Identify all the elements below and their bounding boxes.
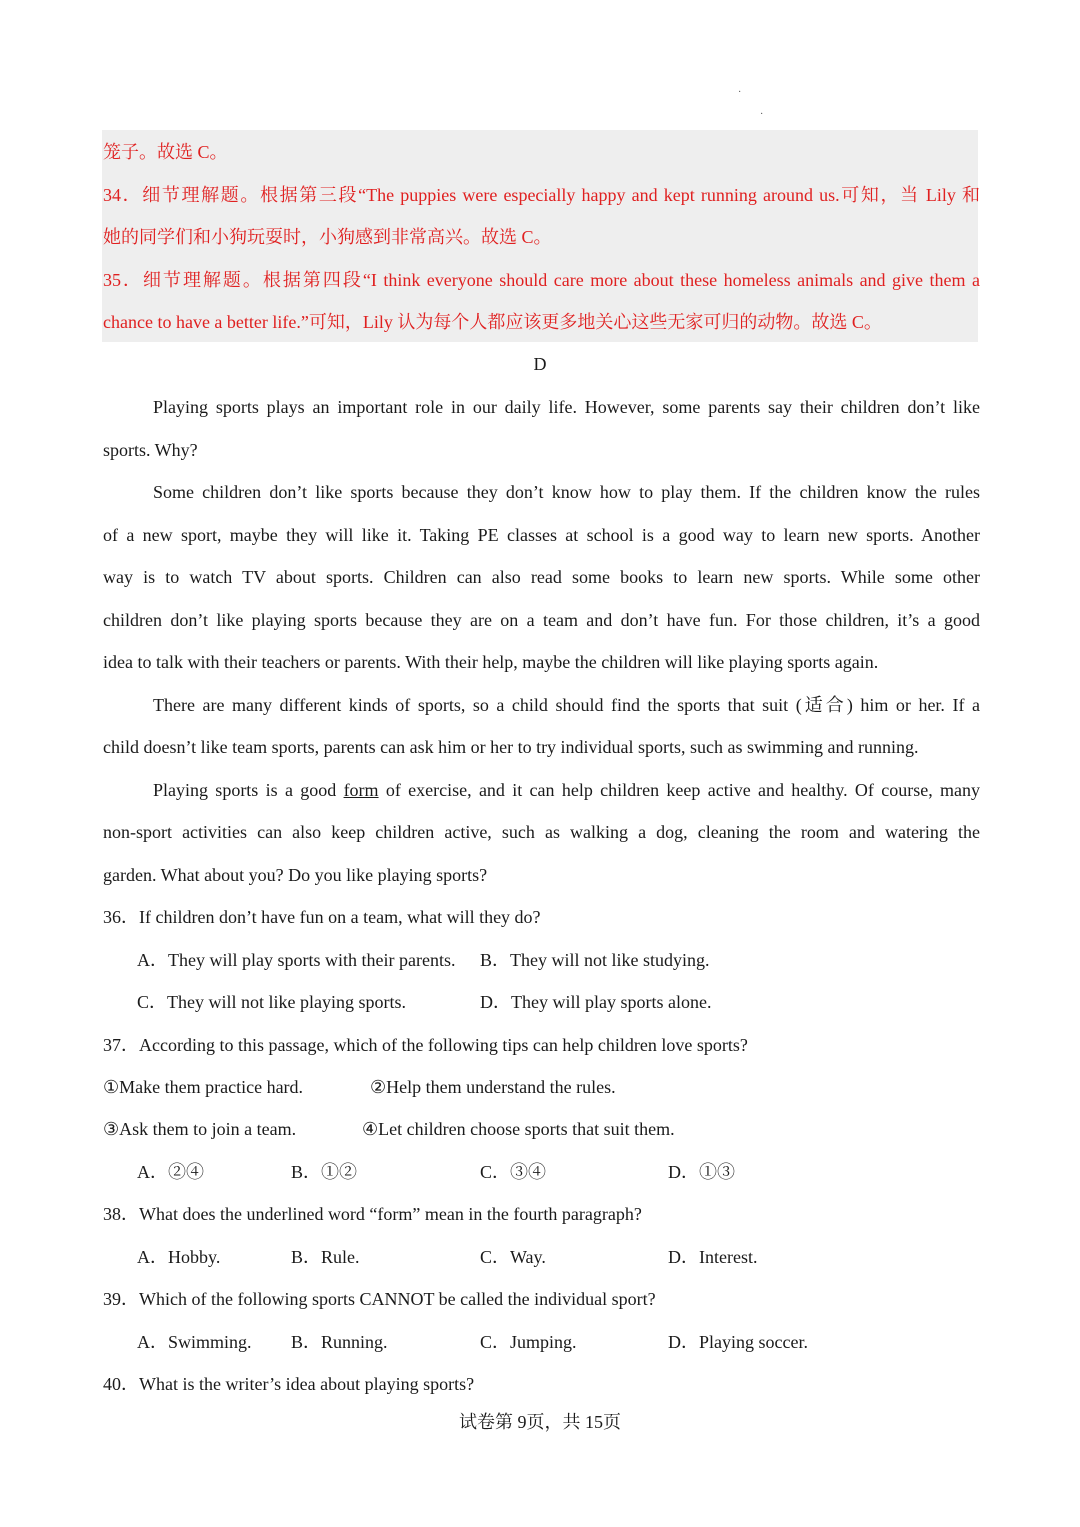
page-indicator: 试卷第 9页，共 15页 [459,1412,621,1432]
question-37-option-a: A．②④ [137,1162,204,1182]
question-38-option-d: D．Interest. [668,1247,758,1267]
question-39-stem: 39．Which of the following sports CANNOT be called the individual sport? [103,1289,656,1309]
paragraph-4-line-1-end: of exercise, and it can help children keep active and healthy. Of course, many [378,780,980,800]
question-38-option-b: B．Rule. [291,1247,360,1267]
answer-35-line-2: chance to have a better life.”可知，Lily 认为每个人都应该更多地关心这些无家可归的动物。故选 C。 [103,312,882,332]
section-heading: D [533,354,547,374]
question-37-tip-3: ③Ask them to join a team. [103,1119,297,1139]
answer-35-line-1: 35．细节理解题。根据第四段“I think everyone should care more about these homeless animals and give them a [103,270,980,290]
question-37-stem: 37．According to this passage, which of the following tips can help children love sports? [103,1035,748,1055]
question-36-option-b: B．They will not like studying. [480,950,710,970]
paragraph-1-line-1: Playing sports plays an important role in our daily life. However, some parents say their children don’t like [153,397,980,417]
question-39-option-b: B．Running. [291,1332,388,1352]
paragraph-3-line-2: child doesn’t like team sports, parents can ask him or her to try individual sports, such as swimming and running. [103,737,919,757]
paragraph-4-line-2: non-sport activities can also keep children active, such as walking a dog, cleaning the room and watering the [103,822,980,842]
question-37-tip-1: ①Make them practice hard. [103,1077,304,1097]
answer-34-line-2: 她的同学们和小狗玩耍时，小狗感到非常高兴。故选 C。 [103,227,552,247]
question-36-option-a: A．They will play sports with their parents. [137,950,456,970]
question-39-option-d: D．Playing soccer. [668,1332,808,1352]
underlined-word-form: form [343,780,379,800]
paragraph-2-line-2: of a new sport, maybe they will like it. Taking PE classes at school is a good way to learn new sports. Another [103,525,980,545]
question-40-stem: 40．What is the writer’s idea about playing sports? [103,1374,475,1394]
paragraph-1-line-2: sports. Why? [103,440,198,460]
question-36-option-c: C．They will not like playing sports. [137,992,406,1012]
paragraph-4-line-1-start: Playing sports is a good [153,780,344,800]
question-37-tip-4: ④Let children choose sports that suit them. [362,1119,675,1139]
paragraph-2-line-1: Some children don’t like sports because they don’t know how to play them. If the children know the rules [153,482,980,502]
question-37-tip-2: ②Help them understand the rules. [370,1077,616,1097]
question-39-option-a: A．Swimming. [137,1332,252,1352]
paragraph-2-line-3: way is to watch TV about sports. Children can also read some books to learn new sports. While some other [103,567,980,587]
paragraph-4-line-3: garden. What about you? Do you like playing sports? [103,865,488,885]
question-38-option-a: A．Hobby. [137,1247,221,1267]
paragraph-2-line-4: children don’t like playing sports because they are on a team and don’t have fun. For those children, it’s a good [103,610,980,630]
question-38-option-c: C．Way. [480,1247,546,1267]
question-37-option-b: B．①② [291,1162,358,1182]
paragraph-3-line-1: There are many different kinds of sports, so a child should find the sports that suit (适合) him or her. If a [153,695,980,715]
answer-34-line-1: 34．细节理解题。根据第三段“The puppies were especially happy and kept running around us.可知，当 Lily 和 [103,185,980,205]
question-36-option-d: D．They will play sports alone. [480,992,712,1012]
answer-33-tail: 笼子。故选 C。 [103,142,228,162]
question-37-option-d: D．①③ [668,1162,735,1182]
question-37-option-c: C．③④ [480,1162,547,1182]
paragraph-2-line-5: idea to talk with their teachers or parents. With their help, maybe the children will like playing sports again. [103,652,879,672]
paragraph-4-line-1 [153,778,980,802]
scan-mark: · [738,87,742,98]
question-39-option-c: C．Jumping. [480,1332,577,1352]
scan-mark: · [760,109,764,120]
question-38-stem: 38．What does the underlined word “form” mean in the fourth paragraph? [103,1204,642,1224]
question-36-stem: 36．If children don’t have fun on a team, what will they do? [103,907,541,927]
